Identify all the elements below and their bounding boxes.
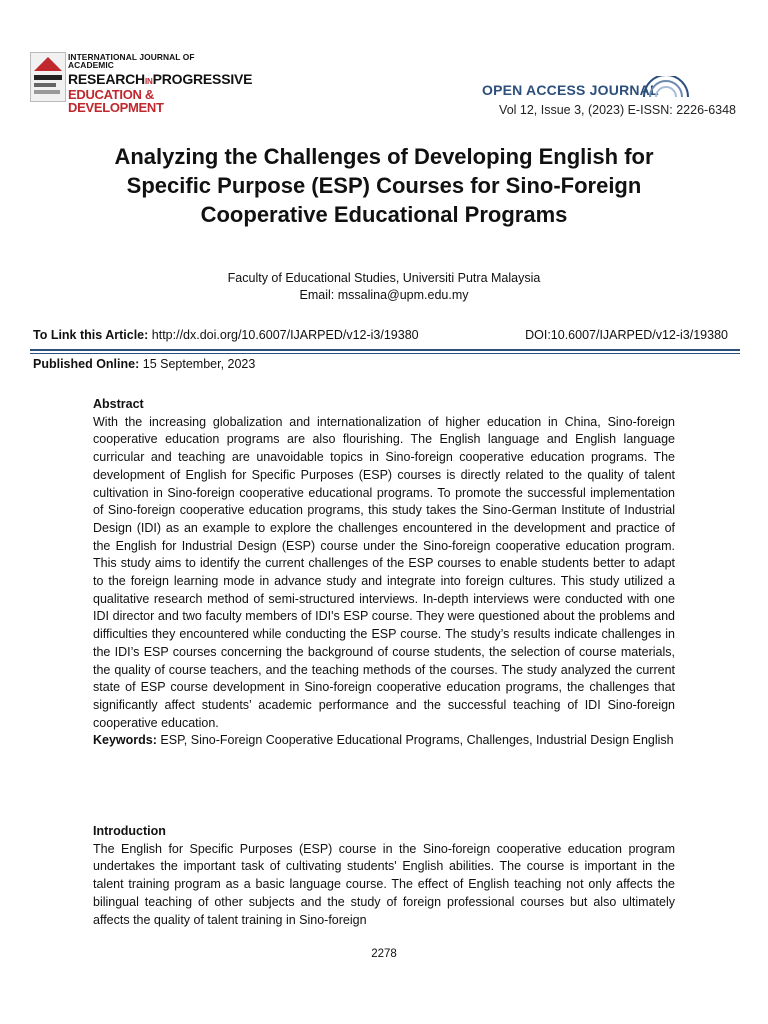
abstract-section: [93, 396, 675, 750]
abstract-text: With the increasing globalization and internationalization of higher education in China, Sino-foreign cooperative education programs are also flourishing. The English language and English language curricular and teaching are unavoidable topics in Sino-foreign cooperative education programs. The development of English for Specific Purposes (ESP) courses is directly related to the quality of talent cultivation in Sino-foreign cooperative educational programs. To promote the successful implementation of Sino-foreign cooperative education programs, this study takes the Sino-German Institute of Industrial Design (IDI) as an example to explore the challenges encountered in the development and practice of the English for Industrial Design (ESP) course under the Sino-foreign cooperative education program. This study aims to identify the current challenges of the ESP courses to enable students better to adapt to the foreign learning mode in advance study and integrate into foreign cultures. This study utilized a qualitative research method of semi-structured interviews. In-depth interviews were conducted with one IDI director and two faculty members of IDI's ESP course. They were questioned about the problems and difficulties they encountered while conducting the ESP course. The study’s results indicate challenges in the IDI’s ESP courses concerning the background of course students, the selection of course materials, the quality of course teachers, and the teaching methods of the courses. The study analyzed the current state of ESP course development in Sino-foreign cooperative education programs, the challenges that significantly affect students’ academic performance and the successful teaching of IDI Sino-foreign cooperative education.: [93, 414, 675, 730]
keywords-text: ESP, Sino-Foreign Cooperative Educational Programs, Challenges, Industrial Design English: [160, 733, 674, 748]
keywords: [93, 732, 675, 750]
journal-logo-text: [68, 52, 253, 115]
introduction-section: [93, 823, 675, 929]
divider-top: [30, 349, 740, 351]
introduction-heading: Introduction: [93, 824, 166, 838]
email: Email: mssalina@upm.edu.my: [299, 288, 469, 302]
introduction-text: The English for Specific Purposes (ESP) course in the Sino-foreign cooperative education program undertakes the important task of cultivating students' English abilities. The course is important in the talent training program as a basic language course. The effect of English teaching not only affects the bilingual teaching of other subjects and the study of foreign professional courses but also ultimately affects the quality of talent training in Sino-foreign: [93, 841, 675, 927]
logo-line2-b: PROGRESSIVE: [152, 70, 253, 87]
open-access-label: OPEN ACCESS JOURNAL: [482, 82, 659, 98]
logo-line2: [68, 70, 253, 87]
article-url-link[interactable]: http://dx.doi.org/10.6007/IJARPED/v12-i3/19380: [151, 328, 419, 342]
abstract-heading: Abstract: [93, 397, 144, 411]
logo-line2-in: IN: [144, 76, 153, 86]
published-label: Published Online:: [33, 357, 140, 371]
logo-line2-a: RESEARCH: [68, 70, 145, 87]
author-affiliation-block: [0, 270, 768, 304]
open-access-arc-icon: [640, 76, 692, 98]
keywords-label: Keywords:: [93, 733, 157, 748]
article-link-row: [33, 328, 728, 342]
published-date: 15 September, 2023: [142, 357, 256, 371]
doi-link[interactable]: DOI:10.6007/IJARPED/v12-i3/19380: [525, 328, 728, 342]
journal-emblem-icon: [30, 52, 66, 102]
published-online: [33, 357, 255, 371]
logo-line3: EDUCATION & DEVELOPMENT: [68, 86, 164, 115]
issue-info: Vol 12, Issue 3, (2023) E-ISSN: 2226-6348: [499, 103, 736, 117]
affiliation: Faculty of Educational Studies, Universiti Putra Malaysia: [227, 271, 541, 285]
journal-logo: [30, 52, 253, 115]
logo-line1: INTERNATIONAL JOURNAL OF ACADEMIC: [68, 52, 195, 71]
page-number: 2278: [371, 948, 397, 960]
article-title: Analyzing the Challenges of Developing English for Specific Purpose (ESP) Courses for Sino-Foreign Cooperative Educational Programs: [114, 144, 654, 227]
divider-bottom: [30, 353, 740, 354]
link-label: To Link this Article:: [33, 328, 149, 342]
